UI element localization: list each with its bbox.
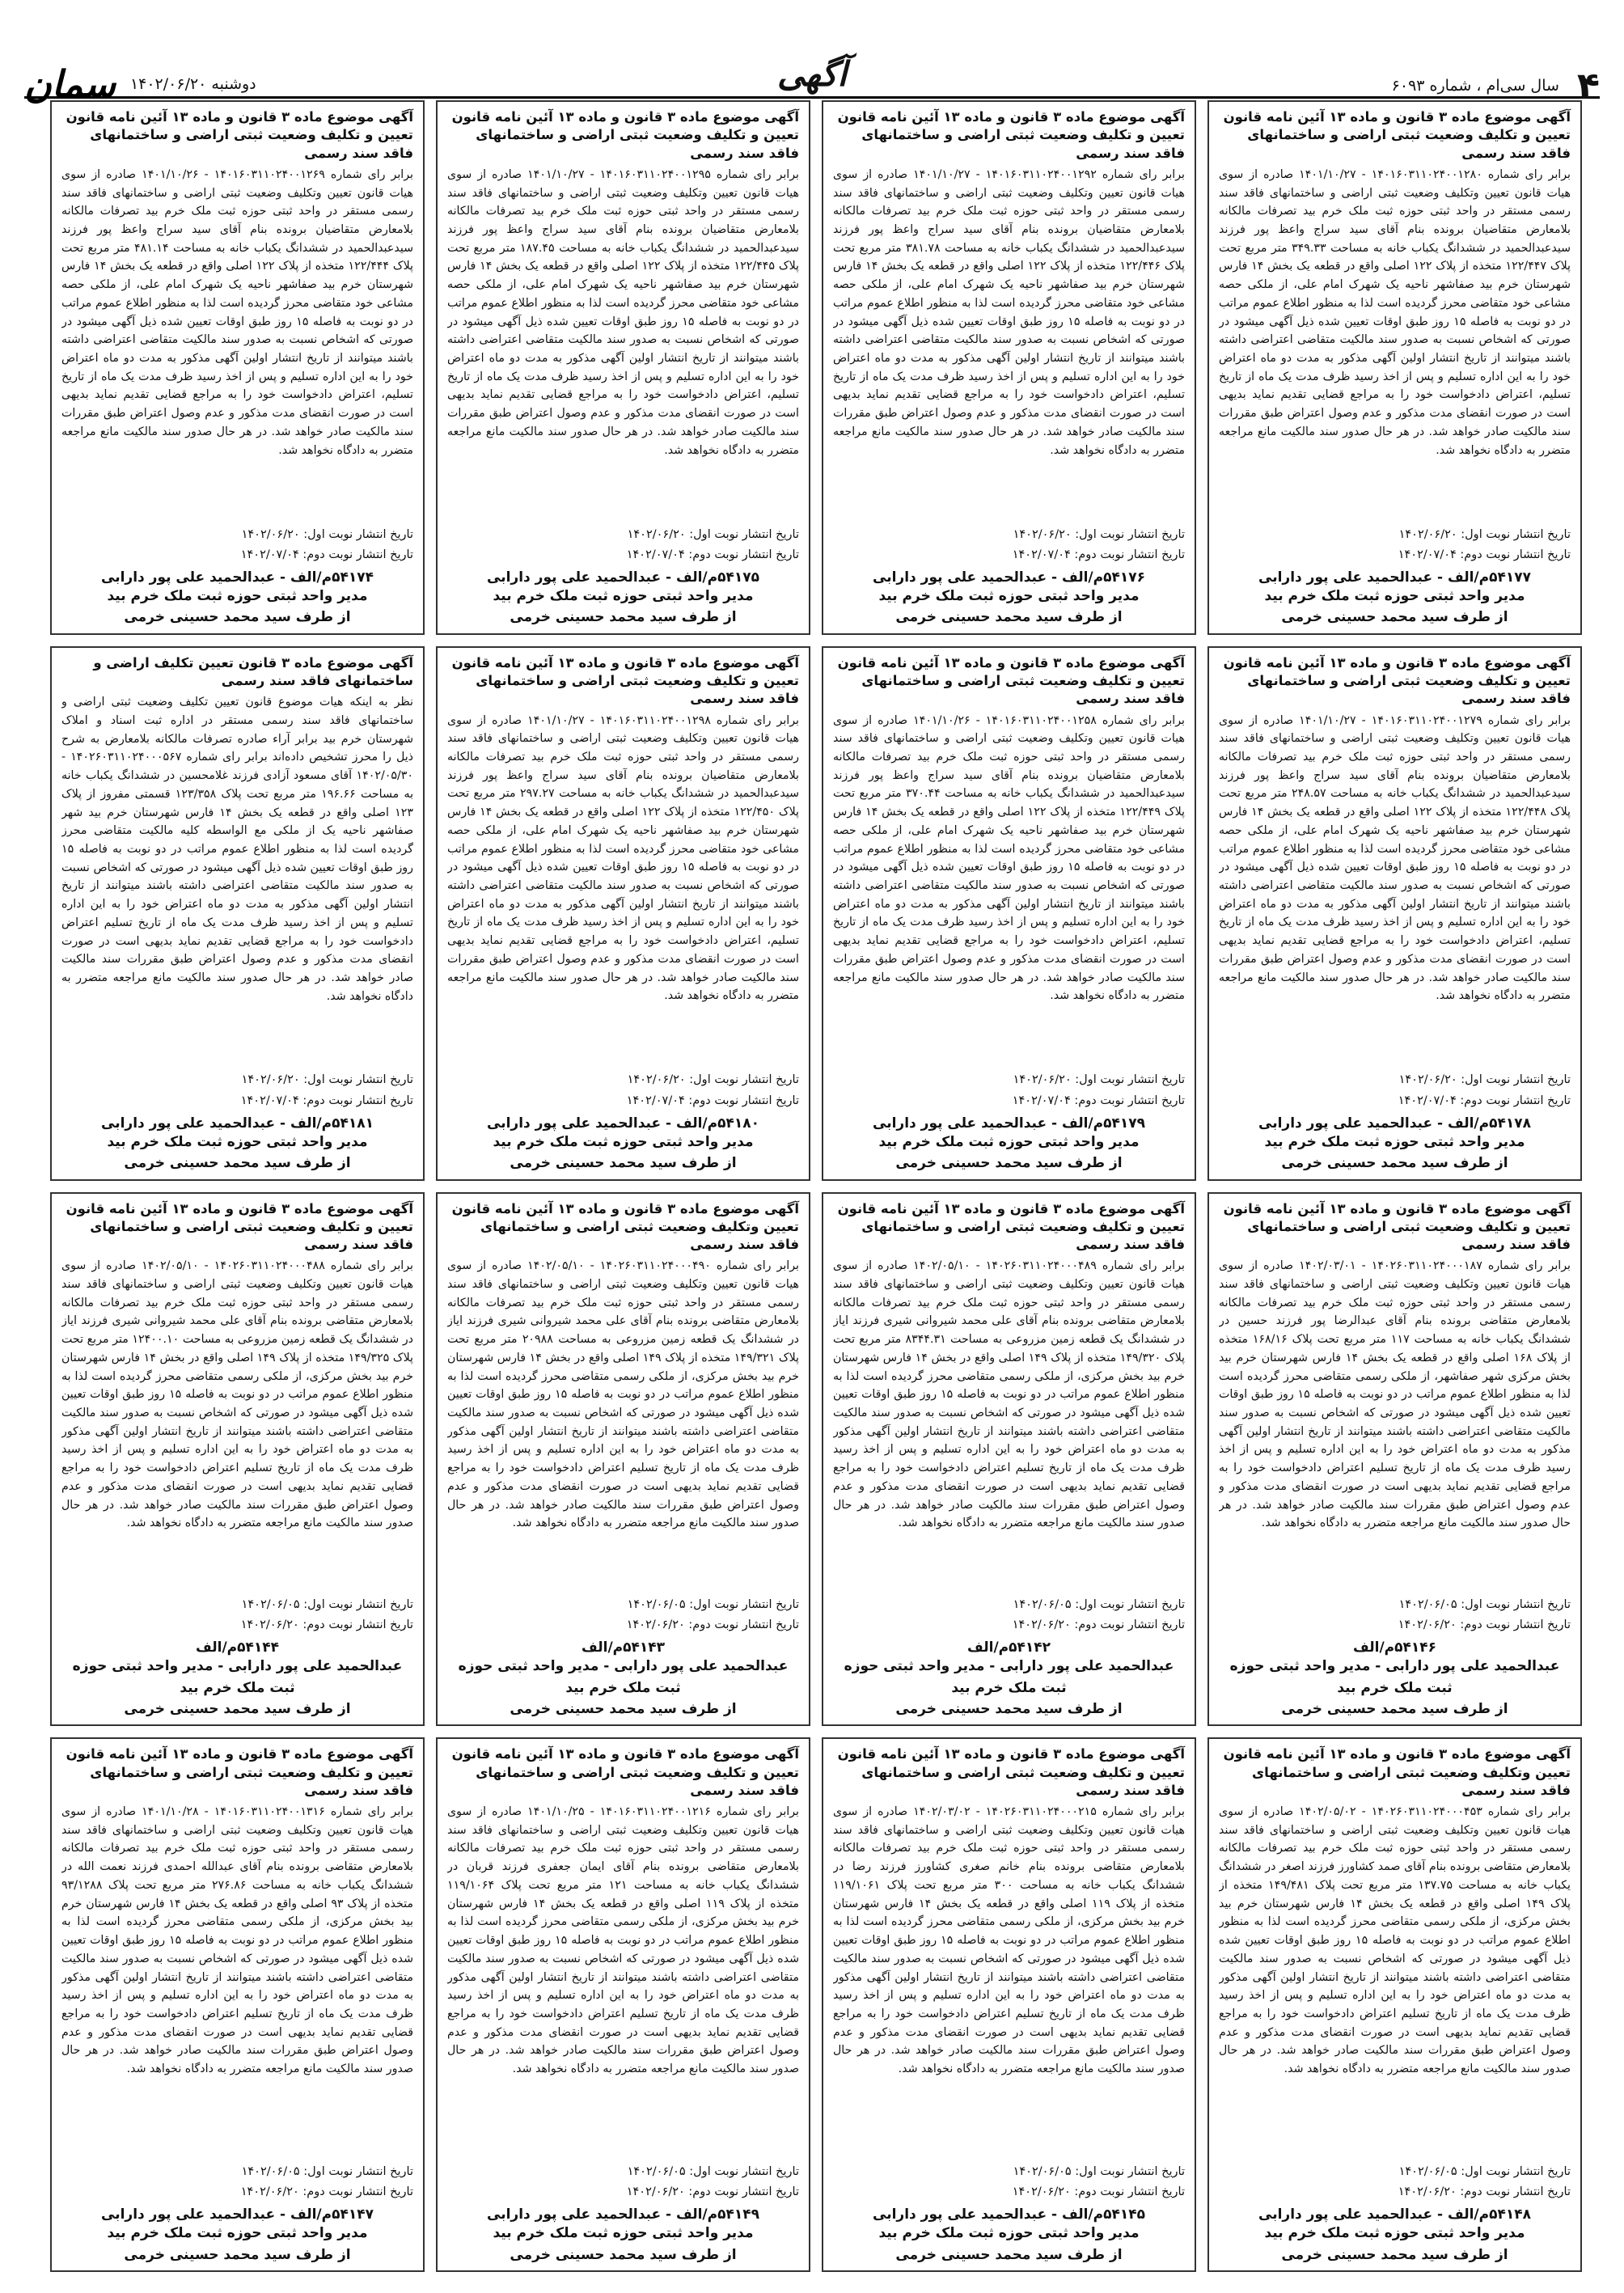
ad-title: آگهی موضوع ماده ۳ قانون و ماده ۱۳ آئین نامه قانون تعیین و تکلیف وضعیت ثبتی اراضی و ساختمانهای فاقد سند رسمی — [451, 654, 799, 707]
ad-code: ۵۴۱۴۵م/الف - عبدالحمید علی پور دارابی — [873, 2206, 1145, 2223]
ad-signature-office: مدیر واحد ثبتی حوزه ثبت ملک خرم بید — [107, 1133, 368, 1150]
ad-signature-office: مدیر واحد ثبتی حوزه ثبت ملک خرم بید — [493, 1133, 754, 1150]
issue-number: سال سی‌ام ، شماره ۶۰۹۳ — [1391, 77, 1559, 95]
ad-title: آگهی موضوع ماده ۳ قانون و ماده ۱۳ آئین نامه قانون تعیین و تکلیف وضعیت ثبتی اراضی و ساختمانهای فاقد سند رسمی — [66, 1200, 413, 1253]
ad-date-second: تاریخ انتشار نوبت دوم: ۱۴۰۲/۰۷/۰۴ — [626, 1094, 799, 1107]
ad-title: آگهی موضوع ماده ۳ قانون و ماده ۱۳ آئین نامه قانون تعیین و تکلیف وضعیت ثبتی اراضی و ساختمانهای فاقد سند رسمی — [837, 1200, 1185, 1253]
ad-signature-name: از طرف سید محمد حسینی خرمی — [1281, 2246, 1508, 2263]
ad-date-first: تاریخ انتشار نوبت اول: ۱۴۰۲/۰۶/۲۰ — [1013, 527, 1185, 541]
ad-signature-name: از طرف سید محمد حسینی خرمی — [510, 609, 737, 626]
ad-box — [436, 1192, 810, 1727]
ad-date-second: تاریخ انتشار نوبت دوم: ۱۴۰۲/۰۶/۲۰ — [1012, 1618, 1185, 1632]
ad-body: برابر رای شماره ۱۴۰۲۶۰۳۱۱۰۲۴۰۰۰۴۸۹ - ۱۴۰۲/۰۵/۱۰ صادره از سوی هیات قانون تعیین وتکلیف وضعیت ثبتی اراضی و ساختمانهای فاقد سند رسمی مستقر در واحد ثبتی حوزه ثبت ملک خرم بید تصرفات مالکانه بلامعارض متقاضی برونده بنام آقای علی محمد شیروانی شیری فرزند ایاز در ششدانگ یک قطعه زمین مزروعی به مساحت ۸۳۴۴.۳۱ متر مربع تحت پلاک ۱۴۹/۳۲۰ متخذه از پلاک ۱۴۹ اصلی واقع در بخش ۱۴ فارس شهرستان خرم بید بخش مرکزی، از ملکی رسمی متقاضی محرز گردیده است لذا به منظور اطلاع عموم مراتب در دو نوبت به فاصله ۱۵ روز طبق اوقات تعیین شده ذیل آگهی میشود در صورتی که اشخاص نسبت به صدور سند مالکیت متقاضی اعتراضی داشته باشند میتوانند از تاریخ انتشار اولین آگهی مذکور به مدت دو ماه اعتراض خود را به این اداره تسلیم و پس از اخذ رسید ظرف مدت یک ماه از تاریخ تسلیم اعتراض دادخواست خود را به مراجع قضایی تقدیم نماید بدیهی است در صورت انقضای مدت مذکور و عدم وصول اعتراض طبق مقررات سند مالکیت صادر خواهد شد. در هر حال صدور سند مالکیت مانع مراجعه متضرر به دادگاه نخواهد شد. — [833, 1259, 1185, 1530]
ad-body: برابر رای شماره ۱۴۰۲۶۰۳۱۱۰۲۴۰۰۰۲۱۵ - ۱۴۰۲/۰۳/۰۲ صادره از سوی هیات قانون تعیین وتکلیف وضعیت ثبتی اراضی و ساختمانهای فاقد سند رسمی مستقر در واحد ثبتی حوزه ثبت ملک خرم بید تصرفات مالکانه بلامعارض متقاضی برونده بنام خانم صغری کشاورز فرزند رضا در ششدانگ یکباب خانه به مساحت ۳۰۰ متر مربع تحت پلاک ۱۱۹/۱۰۶۱ متخذه از پلاک ۱۱۹ اصلی واقع در قطعه یک بخش ۱۴ فارس شهرستان خرم بید بخش مرکزی، از ملکی رسمی متقاضی محرز گردیده است لذا به منظور اطلاع عموم مراتب در دو نوبت به فاصله ۱۵ روز طبق اوقات تعیین شده ذیل آگهی میشود در صورتی که اشخاص نسبت به صدور سند مالکیت متقاضی اعتراضی داشته باشند میتوانند از تاریخ انتشار اولین آگهی مذکور به مدت دو ماه اعتراض خود را به این اداره تسلیم و پس از اخذ رسید ظرف مدت یک ماه از تاریخ تسلیم اعتراض دادخواست خود را به مراجع قضایی تقدیم نماید بدیهی است در صورت انقضای مدت مذکور و عدم وصول اعتراض طبق مقررات سند مالکیت صادر خواهد شد. در هر حال صدور سند مالکیت مانع مراجعه متضرر به دادگاه نخواهد شد. — [833, 1805, 1185, 2076]
ad-signature-name: از طرف سید محمد حسینی خرمی — [1281, 1155, 1508, 1172]
ad-code: ۵۴۱۴۲م/الف — [966, 1639, 1051, 1656]
ad-signature-office: مدیر واحد ثبتی حوزه ثبت ملک خرم بید — [1264, 1133, 1525, 1150]
ad-code: ۵۴۱۴۸م/الف - عبدالحمید علی پور دارابی — [1258, 2206, 1531, 2223]
section-title: آگهی — [763, 54, 861, 94]
page-number: ۴ — [1576, 64, 1600, 108]
ad-signature-name: از طرف سید محمد حسینی خرمی — [1281, 1700, 1508, 1717]
ad-title: آگهی موضوع ماده ۳ قانون تعیین تکلیف اراضی و ساختمانهای فاقد سند رسمی — [93, 654, 413, 689]
ad-signature-name: از طرف سید محمد حسینی خرمی — [124, 609, 351, 626]
ad-body: برابر رای شماره ۱۴۰۲۶۰۳۱۱۰۲۴۰۰۰۴۸۸ - ۱۴۰۲/۰۵/۱۰ صادره از سوی هیات قانون تعیین وتکلیف وضعیت ثبتی اراضی و ساختمانهای فاقد سند رسمی مستقر در واحد ثبتی حوزه ثبت ملک خرم بید تصرفات مالکانه بلامعارض متقاضی برونده بنام آقای علی محمد شیروانی شیری فرزند ایاز در ششدانگ یک قطعه زمین مزروعی به مساحت ۱۲۴۰۰.۱۰ متر مربع تحت پلاک ۱۴۹/۳۲۵ متخذه از پلاک ۱۴۹ اصلی واقع در بخش ۱۴ فارس شهرستان خرم بید بخش مرکزی، از ملکی رسمی متقاضی محرز گردیده است لذا به منظور اطلاع عموم مراتب در دو نوبت به فاصله ۱۵ روز طبق اوقات تعیین شده ذیل آگهی میشود در صورتی که اشخاص نسبت به صدور سند مالکیت متقاضی اعتراضی داشته باشند میتوانند از تاریخ انتشار اولین آگهی مذکور به مدت دو ماه اعتراض خود را به این اداره تسلیم و پس از اخذ رسید ظرف مدت یک ماه از تاریخ تسلیم اعتراض دادخواست خود را به مراجع قضایی تقدیم نماید بدیهی است در صورت انقضای مدت مذکور و عدم وصول اعتراض طبق مقررات سند مالکیت صادر خواهد شد. در هر حال صدور سند مالکیت مانع مراجعه متضرر به دادگاه نخواهد شد. — [61, 1259, 413, 1530]
ad-date-first: تاریخ انتشار نوبت اول: ۱۴۰۲/۰۶/۰۵ — [1013, 1597, 1185, 1611]
header-left — [24, 62, 256, 106]
ad-date-second: تاریخ انتشار نوبت دوم: ۱۴۰۲/۰۶/۲۰ — [1398, 2185, 1571, 2199]
ad-date-second: تاریخ انتشار نوبت دوم: ۱۴۰۲/۰۶/۲۰ — [240, 1618, 413, 1632]
ad-signature-office: مدیر واحد ثبتی حوزه ثبت ملک خرم بید — [493, 588, 754, 605]
ad-title: آگهی موضوع ماده ۳ قانون و ماده ۱۳ آئین نامه قانون تعیین و تکلیف وضعیت ثبتی اراضی و ساختمانهای فاقد سند رسمی — [1223, 1200, 1571, 1253]
ad-body: برابر رای شماره ۱۴۰۱۶۰۳۱۱۰۲۴۰۰۱۲۹۸ - ۱۴۰۱/۱۰/۲۷ صادره از سوی هیات قانون تعیین وتکلیف وضعیت ثبتی اراضی و ساختمانهای فاقد سند رسمی مستقر در واحد ثبتی حوزه ثبت ملک خرم بید تصرفات مالکانه بلامعارض متقاضیان برونده بنام آقای سید سراج واعظ پور فرزند سیدعبدالحمید در ششدانگ یکباب خانه به مساحت ۲۹۷.۲۷ متر مربع تحت پلاک ۱۲۲/۴۵۰ متخذه از پلاک ۱۲۲ اصلی واقع در قطعه یک بخش ۱۴ فارس شهرستان خرم بید صفاشهر ناحیه یک شهرک امام علی، از ملکی حصه مشاعی خود متقاضی محرز گردیده است لذا به منظور اطلاع عموم مراتب در دو نوبت به فاصله ۱۵ روز طبق اوقات تعیین شده ذیل آگهی میشود در صورتی که اشخاص نسبت به صدور سند مالکیت متقاضی اعتراضی داشته باشند میتوانند از تاریخ انتشار اولین آگهی مذکور به مدت دو ماه اعتراض خود را به این اداره تسلیم و پس از اخذ رسید ظرف مدت یک ماه از تاریخ تسلیم، اعتراض دادخواست خود را به مراجع قضایی تقدیم نماید بدیهی است در صورت انقضای مدت مذکور و عدم وصول اعتراض طبق مقررات سند مالکیت صادر خواهد شد. در هر حال صدور سند مالکیت مانع مراجعه متضرر به دادگاه نخواهد شد. — [447, 713, 799, 1003]
ad-body: برابر رای شماره ۱۴۰۱۶۰۳۱۱۰۲۴۰۰۱۲۹۲ - ۱۴۰۱/۱۰/۲۷ صادره از سوی هیات قانون تعیین وتکلیف وضعیت ثبتی اراضی و ساختمانهای فاقد سند رسمی مستقر در واحد ثبتی حوزه ثبت ملک خرم بید تصرفات مالکانه بلامعارض متقاضیان برونده بنام آقای سید سراج واعظ پور فرزند سیدعبدالحمید در ششدانگ یکباب خانه به مساحت ۳۸۱.۷۸ متر مربع تحت پلاک ۱۲۲/۴۴۶ متخذه از پلاک ۱۲۲ اصلی واقع در قطعه یک بخش ۱۴ فارس شهرستان خرم بید صفاشهر ناحیه یک شهرک امام علی، از ملکی حصه مشاعی خود متقاضی محرز گردیده است لذا به منظور اطلاع عموم مراتب در دو نوبت به فاصله ۱۵ روز طبق اوقات تعیین شده ذیل آگهی میشود در صورتی که اشخاص نسبت به صدور سند مالکیت متقاضی اعتراضی داشته باشند میتوانند از تاریخ انتشار اولین آگهی مذکور به مدت دو ماه اعتراض خود را به این اداره تسلیم و پس از اخذ رسید ظرف مدت یک ماه از تاریخ تسلیم، اعتراض دادخواست خود را به مراجع قضایی تقدیم نماید بدیهی است در صورت انقضای مدت مذکور و عدم وصول اعتراض طبق مقررات سند مالکیت صادر خواهد شد. در هر حال صدور سند مالکیت مانع مراجعه متضرر به دادگاه نخواهد شد. — [833, 167, 1185, 457]
ad-code: ۵۴۱۴۹م/الف - عبدالحمید علی پور دارابی — [487, 2206, 759, 2223]
ads-grid — [50, 100, 1582, 2272]
ad-signature-name: از طرف سید محمد حسینی خرمی — [895, 609, 1123, 626]
ad-signature-office: مدیر واحد ثبتی حوزه ثبت ملک خرم بید — [107, 2225, 368, 2242]
ad-code: ۵۴۱۸۰م/الف - عبدالحمید علی پور دارابی — [487, 1115, 759, 1132]
ad-signature-office: مدیر واحد ثبتی حوزه ثبت ملک خرم بید — [493, 2225, 754, 2242]
ad-box — [50, 100, 425, 635]
ad-code: ۵۴۱۴۷م/الف - عبدالحمید علی پور دارابی — [101, 2206, 374, 2223]
ad-title: آگهی موضوع ماده ۳ قانون و ماده ۱۳ آئین نامه قانون تعیین و تکلیف وضعیت ثبتی اراضی و ساختمانهای فاقد سند رسمی — [451, 109, 799, 161]
page-header — [24, 44, 1600, 108]
ad-date-second: تاریخ انتشار نوبت دوم: ۱۴۰۲/۰۶/۲۰ — [1012, 2185, 1185, 2199]
ad-box — [50, 646, 425, 1181]
ad-date-first: تاریخ انتشار نوبت اول: ۱۴۰۲/۰۶/۰۵ — [241, 1597, 413, 1611]
ad-signature-name: از طرف سید محمد حسینی خرمی — [124, 1155, 351, 1172]
ad-code: ۵۴۱۷۸م/الف - عبدالحمید علی پور دارابی — [1258, 1115, 1531, 1132]
ad-body: برابر رای شماره ۱۴۰۱۶۰۳۱۱۰۲۴۰۰۱۲۶۹ - ۱۴۰۱/۱۰/۲۶ صادره از سوی هیات قانون تعیین وتکلیف وضعیت ثبتی اراضی و ساختمانهای فاقد سند رسمی مستقر در واحد ثبتی حوزه ثبت ملک خرم بید تصرفات مالکانه بلامعارض متقاضیان برونده بنام آقای سید سراج واعظ پور فرزند سیدعبدالحمید در ششدانگ یکباب خانه به مساحت ۴۸۱.۱۴ متر مربع تحت پلاک ۱۲۲/۴۴۴ متخذه از پلاک ۱۲۲ اصلی واقع در قطعه یک بخش ۱۴ فارس شهرستان خرم بید صفاشهر ناحیه یک شهرک امام علی، از ملکی حصه مشاعی خود متقاضی محرز گردیده است لذا به منظور اطلاع عموم مراتب در دو نوبت به فاصله ۱۵ روز طبق اوقات تعیین شده ذیل آگهی میشود در صورتی که اشخاص نسبت به صدور سند مالکیت متقاضی اعتراضی داشته باشند میتوانند از تاریخ انتشار اولین آگهی مذکور به مدت دو ماه اعتراض خود را به این اداره تسلیم و پس از اخذ رسید ظرف مدت یک ماه از تاریخ تسلیم، اعتراض دادخواست خود را به مراجع قضایی تقدیم نماید بدیهی است در صورت انقضای مدت مذکور و عدم وصول اعتراض طبق مقررات سند مالکیت صادر خواهد شد. در هر حال صدور سند مالکیت مانع مراجعه متضرر به دادگاه نخواهد شد. — [61, 167, 413, 457]
ad-date-second: تاریخ انتشار نوبت دوم: ۱۴۰۲/۰۶/۲۰ — [1398, 1618, 1571, 1632]
ad-date-second: تاریخ انتشار نوبت دوم: ۱۴۰۲/۰۷/۰۴ — [1012, 1094, 1185, 1107]
ad-signature-office: مدیر واحد ثبتی حوزه ثبت ملک خرم بید — [107, 588, 368, 605]
newspaper-logo: سمان — [24, 62, 116, 106]
ad-date-first: تاریخ انتشار نوبت اول: ۱۴۰۲/۰۶/۲۰ — [627, 1073, 799, 1087]
ad-signature-name: از طرف سید محمد حسینی خرمی — [895, 2246, 1123, 2263]
ad-body: برابر رای شماره ۱۴۰۱۶۰۳۱۱۰۲۴۰۰۱۲۵۸ - ۱۴۰۱/۱۰/۲۶ صادره از سوی هیات قانون تعیین وتکلیف وضعیت ثبتی اراضی و ساختمانهای فاقد سند رسمی مستقر در واحد ثبتی حوزه ثبت ملک خرم بید تصرفات مالکانه بلامعارض متقاضیان برونده بنام آقای سید سراج واعظ پور فرزند سیدعبدالحمید در ششدانگ یکباب خانه به مساحت ۳۷۰.۴۴ متر مربع تحت پلاک ۱۲۲/۴۴۹ متخذه از پلاک ۱۲۲ اصلی واقع در قطعه یک بخش ۱۴ فارس شهرستان خرم بید صفاشهر ناحیه یک شهرک امام علی، از ملکی حصه مشاعی خود متقاضی محرز گردیده است لذا به منظور اطلاع عموم مراتب در دو نوبت به فاصله ۱۵ روز طبق اوقات تعیین شده ذیل آگهی میشود در صورتی که اشخاص نسبت به صدور سند مالکیت متقاضی اعتراضی داشته باشند میتوانند از تاریخ انتشار اولین آگهی مذکور به مدت دو ماه اعتراض خود را به این اداره تسلیم و پس از اخذ رسید ظرف مدت یک ماه از تاریخ تسلیم، اعتراض دادخواست خود را به مراجع قضایی تقدیم نماید بدیهی است در صورت انقضای مدت مذکور و عدم وصول اعتراض طبق مقررات سند مالکیت صادر خواهد شد. در هر حال صدور سند مالکیت مانع مراجعه متضرر به دادگاه نخواهد شد. — [833, 713, 1185, 1003]
ad-code: ۵۴۱۷۷م/الف - عبدالحمید علی پور دارابی — [1258, 569, 1531, 586]
ad-date-first: تاریخ انتشار نوبت اول: ۱۴۰۲/۰۶/۲۰ — [1398, 1073, 1571, 1087]
ad-box — [822, 100, 1196, 635]
ad-signature-office: مدیر واحد ثبتی حوزه ثبت ملک خرم بید — [1264, 2225, 1525, 2242]
ad-box — [822, 646, 1196, 1181]
ad-title: آگهی موضوع ماده ۳ قانون و ماده ۱۳ آئین نامه قانون تعیین و تکلیف وضعیت ثبتی اراضی و ساختمانهای فاقد سند رسمی — [837, 654, 1185, 707]
ad-signature-name: از طرف سید محمد حسینی خرمی — [510, 1700, 737, 1717]
header-rule — [24, 96, 1600, 99]
ad-date-first: تاریخ انتشار نوبت اول: ۱۴۰۲/۰۶/۲۰ — [627, 527, 799, 541]
ad-signature-name: از طرف سید محمد حسینی خرمی — [510, 2246, 737, 2263]
ad-box — [50, 1737, 425, 2272]
ad-signature-name: از طرف سید محمد حسینی خرمی — [510, 1155, 737, 1172]
ad-signature-office: عبدالحمید علی پور دارابی - مدیر واحد ثبتی حوزه ثبت ملک خرم بید — [72, 1658, 403, 1696]
ad-date-first: تاریخ انتشار نوبت اول: ۱۴۰۲/۰۶/۰۵ — [1398, 1597, 1571, 1611]
ad-date-second: تاریخ انتشار نوبت دوم: ۱۴۰۲/۰۷/۰۴ — [626, 548, 799, 561]
ad-code: ۵۴۱۴۴م/الف — [195, 1639, 279, 1656]
ad-body: نظر به اینکه هیات موضوع قانون تعیین تکلیف وضعیت ثبتی اراضی و ساختمانهای فاقد سند رسمی مستقر در اداره ثبت اسناد و املاک شهرستان خرم بید برابر آراء صادره تصرفات مالکانه بلامعارض به شرح ذیل را محرز تشخیص داده‌اند برابر رای شماره ۱۴۰۲۶۰۳۱۱۰۲۴۰۰۰۵۶۷ - ۱۴۰۲/۰۵/۳۰ آقای مسعود آزادی فرزند غلامحسین در ششدانگ یکباب خانه به مساحت ۱۹۶.۶۶ متر مربع تحت پلاک ۱۲۳/۳۵۸ قسمتی مفروز از پلاک ۱۲۳ اصلی واقع در قطعه یک بخش ۱۴ فارس شهرستان خرم بید شهر صفاشهر ناحیه یک از ملکی مع الواسطه کلیه مالکیت متقاضی محرز گردیده است لذا به منظور اطلاع عموم مراتب در دو نوبت به فاصله ۱۵ روز طبق اوقات تعیین شده ذیل آگهی میشود در صورتی که اشخاص نسبت به صدور سند مالکیت متقاضی اعتراضی داشته باشند میتوانند از تاریخ انتشار اولین آگهی مذکور به مدت دو ماه اعتراض خود را به این اداره تسلیم و پس از اخذ رسید ظرف مدت یک ماه از تاریخ تسلیم اعتراض دادخواست خود را به مراجع قضایی تقدیم نماید بدیهی است در صورت انقضای مدت مذکور و عدم وصول اعتراض طبق مقررات سند مالکیت صادر خواهد شد. در هر حال صدور سند مالکیت مانع مراجعه متضرر به دادگاه نخواهد شد. — [61, 696, 413, 1003]
ad-date-first: تاریخ انتشار نوبت اول: ۱۴۰۲/۰۶/۰۵ — [627, 1597, 799, 1611]
ad-box — [1207, 646, 1582, 1181]
ad-date-second: تاریخ انتشار نوبت دوم: ۱۴۰۲/۰۷/۰۴ — [1398, 1094, 1571, 1107]
ad-box — [822, 1737, 1196, 2272]
issue-date: دوشنبه ۱۴۰۲/۰۶/۲۰ — [129, 75, 256, 93]
ad-signature-office: مدیر واحد ثبتی حوزه ثبت ملک خرم بید — [878, 588, 1140, 605]
ad-signature-office: مدیر واحد ثبتی حوزه ثبت ملک خرم بید — [878, 2225, 1140, 2242]
ad-code: ۵۴۱۴۶م/الف — [1352, 1639, 1436, 1656]
ad-code: ۵۴۱۷۶م/الف - عبدالحمید علی پور دارابی — [873, 569, 1145, 586]
ad-signature-name: از طرف سید محمد حسینی خرمی — [895, 1700, 1123, 1717]
ad-date-first: تاریخ انتشار نوبت اول: ۱۴۰۲/۰۶/۰۵ — [1013, 2164, 1185, 2178]
ad-title: آگهی موضوع ماده ۳ قانون و ماده ۱۳ آئین نامه قانون تعیین و تکلیف وضعیت ثبتی اراضی و ساختمانهای فاقد سند رسمی — [66, 1746, 413, 1798]
ad-box — [822, 1192, 1196, 1727]
ad-code: ۵۴۱۷۵م/الف - عبدالحمید علی پور دارابی — [487, 569, 759, 586]
ad-body: برابر رای شماره ۱۴۰۲۶۰۳۱۱۰۲۴۰۰۰۴۵۳ - ۱۴۰۲/۰۵/۰۲ صادره از سوی هیات قانون تعیین وتکلیف وضعیت ثبتی اراضی و ساختمانهای فاقد سند رسمی مستقر در واحد ثبتی حوزه ثبت ملک خرم بید تصرفات مالکانه بلامعارض متقاضی برونده بنام آقای صمد کشاورز فرزند اصغر در ششدانگ یکباب خانه به مساحت ۱۳۷.۷۵ متر مربع تحت پلاک ۱۴۹/۴۸۱ متخذه از پلاک ۱۴۹ اصلی واقع در قطعه یک بخش ۱۴ فارس شهرستان خرم بید بخش مرکزی، از ملکی رسمی متقاضی محرز گردیده است لذا به منظور اطلاع عموم مراتب در دو نوبت به فاصله ۱۵ روز طبق اوقات تعیین شده ذیل آگهی میشود در صورتی که اشخاص نسبت به صدور سند مالکیت متقاضی اعتراضی داشته باشند میتوانند از تاریخ انتشار اولین آگهی مذکور به مدت دو ماه اعتراض خود را به این اداره تسلیم و پس از اخذ رسید ظرف مدت یک ماه از تاریخ تسلیم اعتراض دادخواست خود را به مراجع قضایی تقدیم نماید بدیهی است در صورت انقضای مدت مذکور و عدم وصول اعتراض طبق مقررات سند مالکیت صادر خواهد شد. در هر حال صدور سند مالکیت مانع مراجعه متضرر به دادگاه نخواهد شد. — [1219, 1805, 1571, 2076]
ad-box — [50, 1192, 425, 1727]
ad-date-first: تاریخ انتشار نوبت اول: ۱۴۰۲/۰۶/۲۰ — [1013, 1073, 1185, 1087]
ad-signature-name: از طرف سید محمد حسینی خرمی — [124, 2246, 351, 2263]
ad-title: آگهی موضوع ماده ۳ قانون و ماده ۱۳ آئین نامه قانون تعیین و تکلیف وضعیت ثبتی اراضی و ساختمانهای فاقد سند رسمی — [451, 1746, 799, 1798]
ad-title: آگهی موضوع ماده ۳ قانون و ماده ۱۳ آئین نامه قانون تعیین و تکلیف وضعیت ثبتی اراضی و ساختمانهای فاقد سند رسمی — [837, 1746, 1185, 1798]
ad-date-first: تاریخ انتشار نوبت اول: ۱۴۰۲/۰۶/۰۵ — [627, 2164, 799, 2178]
ad-signature-name: از طرف سید محمد حسینی خرمی — [895, 1155, 1123, 1172]
ad-signature-office: عبدالحمید علی پور دارابی - مدیر واحد ثبتی حوزه ثبت ملک خرم بید — [458, 1658, 789, 1696]
ad-date-second: تاریخ انتشار نوبت دوم: ۱۴۰۲/۰۶/۲۰ — [626, 2185, 799, 2199]
ad-body: برابر رای شماره ۱۴۰۲۶۰۳۱۱۰۲۴۰۰۰۴۹۰ - ۱۴۰۲/۰۵/۱۰ صادره از سوی هیات قانون تعیین وتکلیف وضعیت ثبتی اراضی و ساختمانهای فاقد سند رسمی مستقر در واحد ثبتی حوزه ثبت ملک خرم بید تصرفات مالکانه بلامعارض متقاضی برونده بنام آقای علی محمد شیروانی شیری فرزند ایاز در ششدانگ یک قطعه زمین مزروعی به مساحت ۲۰۹۸۸ متر مربع تحت پلاک ۱۴۹/۳۲۱ متخذه از پلاک ۱۴۹ اصلی واقع در بخش ۱۴ فارس شهرستان خرم بید بخش مرکزی، از ملکی رسمی متقاضی محرز گردیده است لذا به منظور اطلاع عموم مراتب در دو نوبت به فاصله ۱۵ روز طبق اوقات تعیین شده ذیل آگهی میشود در صورتی که اشخاص نسبت به صدور سند مالکیت متقاضی اعتراضی داشته باشند میتوانند از تاریخ انتشار اولین آگهی مذکور به مدت دو ماه اعتراض خود را به این اداره تسلیم و پس از اخذ رسید ظرف مدت یک ماه از تاریخ تسلیم اعتراض دادخواست خود را به مراجع قضایی تقدیم نماید بدیهی است در صورت انقضای مدت مذکور و عدم وصول اعتراض طبق مقررات سند مالکیت صادر خواهد شد. در هر حال صدور سند مالکیت مانع مراجعه متضرر به دادگاه نخواهد شد. — [447, 1259, 799, 1530]
ad-code: ۵۴۱۷۹م/الف - عبدالحمید علی پور دارابی — [873, 1115, 1145, 1132]
ad-date-second: تاریخ انتشار نوبت دوم: ۱۴۰۲/۰۷/۰۴ — [240, 1094, 413, 1107]
ad-title: آگهی موضوع ماده ۳ قانون و ماده ۱۳ آئین نامه قانون تعیین و تکلیف وضعیت ثبتی اراضی و ساختمانهای فاقد سند رسمی — [837, 109, 1185, 161]
ad-title: آگهی موضوع ماده ۳ قانون و ماده ۱۳ آئین نامه قانون تعیین وتکلیف وضعیت ثبتی اراضی و ساختمانهای فاقد سند رسمی — [451, 1200, 799, 1253]
ad-date-second: تاریخ انتشار نوبت دوم: ۱۴۰۲/۰۷/۰۴ — [1398, 548, 1571, 561]
ad-code: ۵۴۱۸۱م/الف - عبدالحمید علی پور دارابی — [101, 1115, 374, 1132]
ad-body: برابر رای شماره ۱۴۰۱۶۰۳۱۱۰۲۴۰۰۱۲۱۶ - ۱۴۰۱/۱۰/۲۵ صادره از سوی هیات قانون تعیین وتکلیف وضعیت ثبتی اراضی و ساختمانهای فاقد سند رسمی مستقر در واحد ثبتی حوزه ثبت ملک خرم بید تصرفات مالکانه بلامعارض متقاضی برونده بنام آقای ایمان جعفری فرزند قربان در ششدانگ یکباب خانه به مساحت ۱۲۱ متر مربع تحت پلاک ۱۱۹/۱۰۶۴ متخذه از پلاک ۱۱۹ اصلی واقع در قطعه یک بخش ۱۴ فارس شهرستان خرم بید بخش مرکزی، از ملکی رسمی متقاضی محرز گردیده است لذا به منظور اطلاع عموم مراتب در دو نوبت به فاصله ۱۵ روز طبق اوقات تعیین شده ذیل آگهی میشود در صورتی که اشخاص نسبت به صدور سند مالکیت متقاضی اعتراضی داشته باشند میتوانند از تاریخ انتشار اولین آگهی مذکور به مدت دو ماه اعتراض خود را به این اداره تسلیم و پس از اخذ رسید ظرف مدت یک ماه از تاریخ تسلیم اعتراض دادخواست خود را به مراجع قضایی تقدیم نماید بدیهی است در صورت انقضای مدت مذکور و عدم وصول اعتراض طبق مقررات سند مالکیت صادر خواهد شد. در هر حال صدور سند مالکیت مانع مراجعه متضرر به دادگاه نخواهد شد. — [447, 1805, 799, 2076]
ad-body: برابر رای شماره ۱۴۰۱۶۰۳۱۱۰۲۴۰۰۱۳۱۶ - ۱۴۰۱/۱۰/۲۸ صادره از سوی هیات قانون تعیین وتکلیف وضعیت ثبتی اراضی و ساختمانهای فاقد سند رسمی مستقر در واحد ثبتی حوزه ثبت ملک خرم بید تصرفات مالکانه بلامعارض متقاضی برونده بنام آقای عبدالله احمدی فرزند نعمت الله در ششدانگ یکباب خانه به مساحت ۲۷۶.۸۶ متر مربع تحت پلاک ۹۳/۱۲۸۸ متخذه از پلاک ۹۳ اصلی واقع در قطعه یک بخش ۱۴ فارس شهرستان خرم بید بخش مرکزی، از ملکی رسمی متقاضی محرز گردیده است لذا به منظور اطلاع عموم مراتب در دو نوبت به فاصله ۱۵ روز طبق اوقات تعیین شده ذیل آگهی میشود در صورتی که اشخاص نسبت به صدور سند مالکیت متقاضی اعتراضی داشته باشند میتوانند از تاریخ انتشار اولین آگهی مذکور به مدت دو ماه اعتراض خود را به این اداره تسلیم و پس از اخذ رسید ظرف مدت یک ماه از تاریخ تسلیم اعتراض دادخواست خود را به مراجع قضایی تقدیم نماید بدیهی است در صورت انقضای مدت مذکور و عدم وصول اعتراض طبق مقررات سند مالکیت صادر خواهد شد. در هر حال صدور سند مالکیت مانع مراجعه متضرر به دادگاه نخواهد شد. — [61, 1805, 413, 2076]
ad-box — [1207, 100, 1582, 635]
ad-box — [1207, 1192, 1582, 1727]
ad-body: برابر رای شماره ۱۴۰۲۶۰۳۱۱۰۲۴۰۰۰۱۸۷ - ۱۴۰۲/۰۳/۰۱ صادره از سوی هیات قانون تعیین وتکلیف وضعیت ثبتی اراضی و ساختمانهای فاقد سند رسمی مستقر در واحد ثبتی حوزه ثبت ملک خرم بید تصرفات مالکانه بلامعارض متقاضی برونده بنام آقای عبدالرضا پور فرزند حسین در ششدانگ یکباب خانه به مساحت ۱۱۷ متر مربع تحت پلاک ۱۶۸/۱۶ متخذه از پلاک ۱۶۸ اصلی واقع در قطعه یک بخش ۱۴ فارس شهرستان خرم بید بخش مرکزی شهر صفاشهر، از ملکی رسمی متقاضی محرز گردیده است لذا به منظور اطلاع عموم مراتب در دو نوبت به فاصله ۱۵ روز طبق اوقات تعیین شده ذیل آگهی میشود در صورتی که اشخاص نسبت به صدور سند مالکیت متقاضی اعتراضی داشته باشند میتوانند از تاریخ انتشار اولین آگهی مذکور به مدت دو ماه اعتراض خود را به این اداره تسلیم و پس از اخذ رسید ظرف مدت یک ماه از تاریخ تسلیم اعتراض دادخواست خود را به مراجع قضایی تقدیم نماید بدیهی است در صورت انقضای مدت مذکور و عدم وصول اعتراض طبق مقررات سند مالکیت صادر خواهد شد. در هر حال صدور سند مالکیت مانع مراجعه متضرر به دادگاه نخواهد شد. — [1219, 1259, 1571, 1530]
ad-date-second: تاریخ انتشار نوبت دوم: ۱۴۰۲/۰۶/۲۰ — [626, 1618, 799, 1632]
ad-title: آگهی موضوع ماده ۳ قانون و ماده ۱۳ آئین نامه قانون تعیین وتکلیف وضعیت ثبتی اراضی و ساختمانهای فاقد سند رسمی — [1223, 1746, 1571, 1798]
ad-date-first: تاریخ انتشار نوبت اول: ۱۴۰۲/۰۶/۲۰ — [1398, 527, 1571, 541]
ad-signature-name: از طرف سید محمد حسینی خرمی — [1281, 609, 1508, 626]
ad-title: آگهی موضوع ماده ۳ قانون و ماده ۱۳ آئین نامه قانون تعیین و تکلیف وضعیت ثبتی اراضی و ساختمانهای فاقد سند رسمی — [1223, 654, 1571, 707]
ad-date-first: تاریخ انتشار نوبت اول: ۱۴۰۲/۰۶/۰۵ — [1398, 2164, 1571, 2178]
ad-title: آگهی موضوع ماده ۳ قانون و ماده ۱۳ آئین نامه قانون تعیین و تکلیف وضعیت ثبتی اراضی و ساختمانهای فاقد سند رسمی — [1223, 109, 1571, 161]
ad-body: برابر رای شماره ۱۴۰۱۶۰۳۱۱۰۲۴۰۰۱۲۸۰ - ۱۴۰۱/۱۰/۲۷ صادره از سوی هیات قانون تعیین وتکلیف وضعیت ثبتی اراضی و ساختمانهای فاقد سند رسمی مستقر در واحد ثبتی حوزه ثبت ملک خرم بید تصرفات مالکانه بلامعارض متقاضیان برونده بنام آقای سید سراج واعظ پور فرزند سیدعبدالحمید در ششدانگ یکباب خانه به مساحت ۳۴۹.۳۳ متر مربع تحت پلاک ۱۲۲/۴۴۷ متخذه از پلاک ۱۲۲ اصلی واقع در قطعه یک بخش ۱۴ فارس شهرستان خرم بید صفاشهر ناحیه یک شهرک امام علی، از ملکی حصه مشاعی خود متقاضی محرز گردیده است لذا به منظور اطلاع عموم مراتب در دو نوبت به فاصله ۱۵ روز طبق اوقات تعیین شده ذیل آگهی میشود در صورتی که اشخاص نسبت به صدور سند مالکیت متقاضی اعتراضی داشته باشند میتوانند از تاریخ انتشار اولین آگهی مذکور به مدت دو ماه اعتراض خود را به این اداره تسلیم و پس از اخذ رسید ظرف مدت یک ماه از تاریخ تسلیم، اعتراض دادخواست خود را به مراجع قضایی تقدیم نماید بدیهی است در صورت انقضای مدت مذکور و عدم وصول اعتراض طبق مقررات سند مالکیت صادر خواهد شد. در هر حال صدور سند مالکیت مانع مراجعه متضرر به دادگاه نخواهد شد. — [1219, 167, 1571, 457]
ad-date-first: تاریخ انتشار نوبت اول: ۱۴۰۲/۰۶/۰۵ — [241, 2164, 413, 2178]
ad-signature-office: مدیر واحد ثبتی حوزه ثبت ملک خرم بید — [1264, 588, 1525, 605]
ad-date-first: تاریخ انتشار نوبت اول: ۱۴۰۲/۰۶/۲۰ — [241, 1073, 413, 1087]
ad-signature-name: از طرف سید محمد حسینی خرمی — [124, 1700, 351, 1717]
ad-signature-office: عبدالحمید علی پور دارابی - مدیر واحد ثبتی حوزه ثبت ملک خرم بید — [844, 1658, 1174, 1696]
ad-code: ۵۴۱۷۴م/الف - عبدالحمید علی پور دارابی — [101, 569, 374, 586]
ad-body: برابر رای شماره ۱۴۰۱۶۰۳۱۱۰۲۴۰۰۱۲۹۵ - ۱۴۰۱/۱۰/۲۷ صادره از سوی هیات قانون تعیین وتکلیف وضعیت ثبتی اراضی و ساختمانهای فاقد سند رسمی مستقر در واحد ثبتی حوزه ثبت ملک خرم بید تصرفات مالکانه بلامعارض متقاضیان برونده بنام آقای سید سراج واعظ پور فرزند سیدعبدالحمید در ششدانگ یکباب خانه به مساحت ۱۸۷.۴۵ متر مربع تحت پلاک ۱۲۲/۴۴۵ متخذه از پلاک ۱۲۲ اصلی واقع در قطعه یک بخش ۱۴ فارس شهرستان خرم بید صفاشهر ناحیه یک شهرک امام علی، از ملکی حصه مشاعی خود متقاضی محرز گردیده است لذا به منظور اطلاع عموم مراتب در دو نوبت به فاصله ۱۵ روز طبق اوقات تعیین شده ذیل آگهی میشود در صورتی که اشخاص نسبت به صدور سند مالکیت متقاضی اعتراضی داشته باشند میتوانند از تاریخ انتشار اولین آگهی مذکور به مدت دو ماه اعتراض خود را به این اداره تسلیم و پس از اخذ رسید ظرف مدت یک ماه از تاریخ تسلیم، اعتراض دادخواست خود را به مراجع قضایی تقدیم نماید بدیهی است در صورت انقضای مدت مذکور و عدم وصول اعتراض طبق مقررات سند مالکیت صادر خواهد شد. در هر حال صدور سند مالکیت مانع مراجعه متضرر به دادگاه نخواهد شد. — [447, 167, 799, 457]
ad-box — [436, 646, 810, 1181]
ad-title: آگهی موضوع ماده ۳ قانون و ماده ۱۳ آئین نامه قانون تعیین و تکلیف وضعیت ثبتی اراضی و ساختمانهای فاقد سند رسمی — [66, 109, 413, 161]
ad-box — [1207, 1737, 1582, 2272]
ad-box — [436, 100, 810, 635]
ad-box — [436, 1737, 810, 2272]
ad-body: برابر رای شماره ۱۴۰۱۶۰۳۱۱۰۲۴۰۰۱۲۷۹ - ۱۴۰۱/۱۰/۲۷ صادره از سوی هیات قانون تعیین وتکلیف وضعیت ثبتی اراضی و ساختمانهای فاقد سند رسمی مستقر در واحد ثبتی حوزه ثبت ملک خرم بید تصرفات مالکانه بلامعارض متقاضیان برونده بنام آقای سید سراج واعظ پور فرزند سیدعبدالحمید در ششدانگ یکباب خانه به مساحت ۲۴۸.۵۷ متر مربع تحت پلاک ۱۲۲/۴۴۸ متخذه از پلاک ۱۲۲ اصلی واقع در قطعه یک بخش ۱۴ فارس شهرستان خرم بید صفاشهر ناحیه یک شهرک امام علی، از ملکی حصه مشاعی خود متقاضی محرز گردیده است لذا به منظور اطلاع عموم مراتب در دو نوبت به فاصله ۱۵ روز طبق اوقات تعیین شده ذیل آگهی میشود در صورتی که اشخاص نسبت به صدور سند مالکیت متقاضی اعتراضی داشته باشند میتوانند از تاریخ انتشار اولین آگهی مذکور به مدت دو ماه اعتراض خود را به این اداره تسلیم و پس از اخذ رسید ظرف مدت یک ماه از تاریخ تسلیم، اعتراض دادخواست خود را به مراجع قضایی تقدیم نماید بدیهی است در صورت انقضای مدت مذکور و عدم وصول اعتراض طبق مقررات سند مالکیت صادر خواهد شد. در هر حال صدور سند مالکیت مانع مراجعه متضرر به دادگاه نخواهد شد. — [1219, 713, 1571, 1003]
ad-signature-office: مدیر واحد ثبتی حوزه ثبت ملک خرم بید — [878, 1133, 1140, 1150]
ad-date-second: تاریخ انتشار نوبت دوم: ۱۴۰۲/۰۷/۰۴ — [240, 548, 413, 561]
ad-date-second: تاریخ انتشار نوبت دوم: ۱۴۰۲/۰۶/۲۰ — [240, 2185, 413, 2199]
ad-code: ۵۴۱۴۳م/الف — [581, 1639, 665, 1656]
ad-date-first: تاریخ انتشار نوبت اول: ۱۴۰۲/۰۶/۲۰ — [241, 527, 413, 541]
ad-date-second: تاریخ انتشار نوبت دوم: ۱۴۰۲/۰۷/۰۴ — [1012, 548, 1185, 561]
ad-signature-office: عبدالحمید علی پور دارابی - مدیر واحد ثبتی حوزه ثبت ملک خرم بید — [1229, 1658, 1560, 1696]
